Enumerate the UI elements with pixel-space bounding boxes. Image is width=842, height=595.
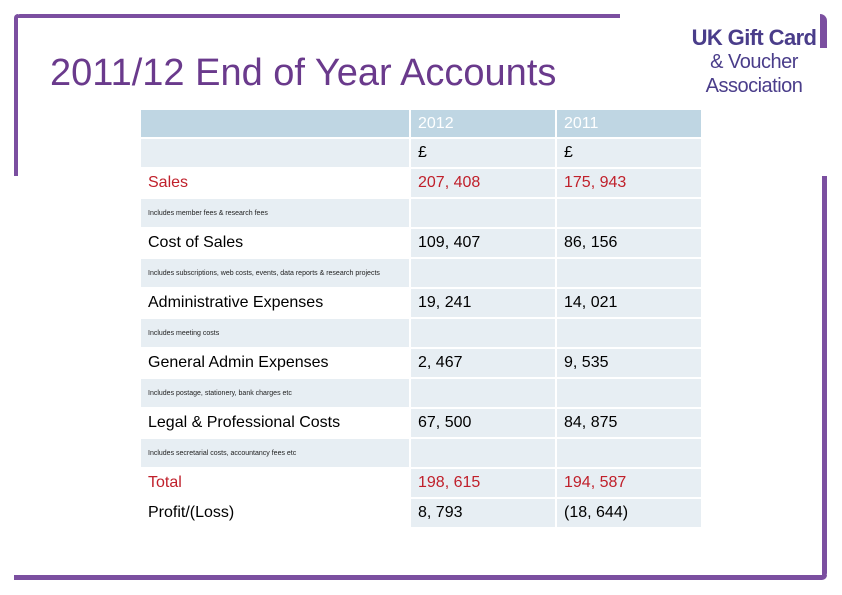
logo-line-3: Association	[705, 75, 803, 97]
value-2012: 8, 793	[410, 498, 556, 528]
value-2012: 207, 408	[410, 168, 556, 198]
logo-line-2: & Voucher	[710, 51, 798, 73]
currency-row	[141, 138, 702, 168]
table-row-administrative-expenses	[141, 288, 702, 318]
value-2012: 198, 615	[410, 468, 556, 498]
table-row-total	[141, 468, 702, 498]
value-2012: 67, 500	[410, 408, 556, 438]
note-spacer-2011	[556, 378, 702, 408]
currency-cell-label	[141, 138, 410, 168]
slide-title: 2011/12 End of Year Accounts	[50, 52, 557, 94]
note-spacer-2011	[556, 198, 702, 228]
note-spacer-2012	[410, 258, 556, 288]
row-label: Sales	[141, 168, 410, 198]
header-cell-label	[141, 110, 410, 138]
table-row-legal-professional-costs	[141, 408, 702, 438]
note-spacer-2012	[410, 198, 556, 228]
logo-line-1: UK Gift Card	[691, 25, 817, 50]
header-cell-2011: 2011	[556, 110, 702, 138]
table-row-cost-of-sales	[141, 228, 702, 258]
row-label: Legal & Professional Costs	[141, 408, 410, 438]
value-2012: 2, 467	[410, 348, 556, 378]
value-2011: 175, 943	[556, 168, 702, 198]
accounts-table	[141, 110, 703, 529]
slide-frame-top	[16, 14, 620, 18]
table-row-sales-note	[141, 198, 702, 228]
value-2011: 86, 156	[556, 228, 702, 258]
value-2012: 109, 407	[410, 228, 556, 258]
note-spacer-2011	[556, 318, 702, 348]
value-2011: 14, 021	[556, 288, 702, 318]
table-row-general-admin-expenses	[141, 348, 702, 378]
table-header-row	[141, 110, 702, 138]
slide-frame-left	[14, 14, 18, 176]
row-label: Administrative Expenses	[141, 288, 410, 318]
row-label: Total	[141, 468, 410, 498]
row-note: Includes member fees & research fees	[141, 198, 410, 228]
table-row-general-admin-expenses-note	[141, 378, 702, 408]
table-row-cost-of-sales-note	[141, 258, 702, 288]
note-spacer-2012	[410, 378, 556, 408]
table-row-legal-professional-costs-note	[141, 438, 702, 468]
row-label: Profit/(Loss)	[141, 498, 410, 528]
note-spacer-2011	[556, 438, 702, 468]
currency-cell-2011: £	[556, 138, 702, 168]
value-2011: 9, 535	[556, 348, 702, 378]
row-label: General Admin Expenses	[141, 348, 410, 378]
value-2012: 19, 241	[410, 288, 556, 318]
slide-frame-right	[822, 176, 827, 578]
row-note: Includes secretarial costs, accountancy fees etc	[141, 438, 410, 468]
row-label: Cost of Sales	[141, 228, 410, 258]
slide-frame-bottom	[14, 575, 827, 580]
row-note: Includes meeting costs	[141, 318, 410, 348]
header-cell-2012: 2012	[410, 110, 556, 138]
row-note: Includes subscriptions, web costs, events, data reports & research projects	[141, 258, 410, 288]
association-logo	[686, 26, 822, 98]
table-row-sales	[141, 168, 702, 198]
note-spacer-2012	[410, 438, 556, 468]
note-spacer-2011	[556, 258, 702, 288]
value-2011: 194, 587	[556, 468, 702, 498]
table-row-administrative-expenses-note	[141, 318, 702, 348]
row-note: Includes postage, stationery, bank charges etc	[141, 378, 410, 408]
value-2011: (18, 644)	[556, 498, 702, 528]
note-spacer-2012	[410, 318, 556, 348]
currency-cell-2012: £	[410, 138, 556, 168]
value-2011: 84, 875	[556, 408, 702, 438]
table-row-profit-loss	[141, 498, 702, 528]
